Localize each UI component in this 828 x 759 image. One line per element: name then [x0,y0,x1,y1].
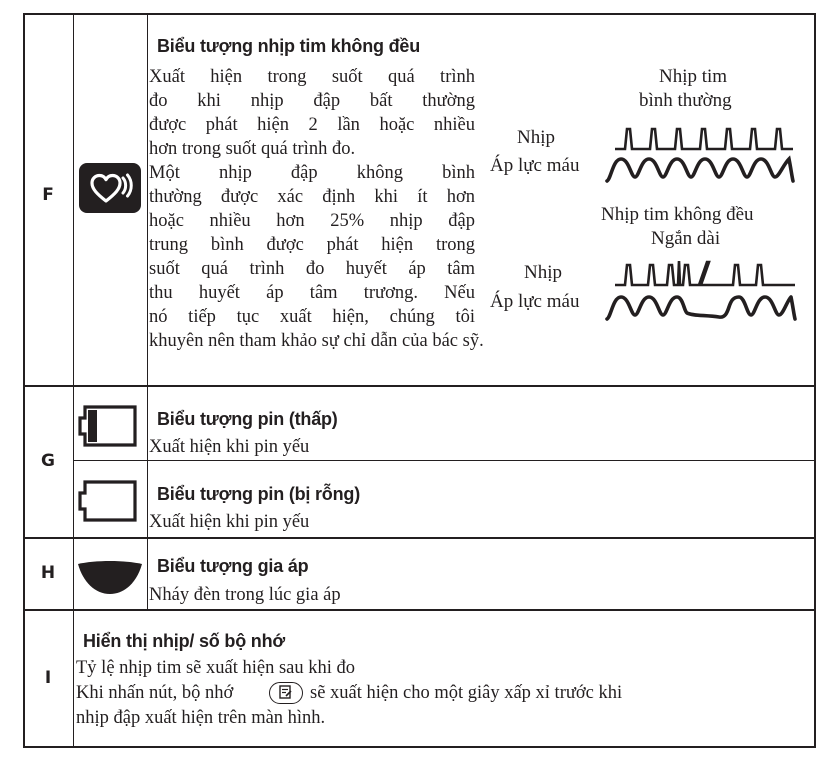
description-line: thu huyết áp tâm trương. Nếu [149,283,475,303]
column-divider-icon [147,13,148,609]
row-letter-h: H [40,563,56,583]
description-line: được phát hiện 2 lần hoặc nhiều [149,115,475,135]
normal-pressure-waveform [605,153,795,185]
battery-low-description: Xuất hiện khi pin yếu [149,437,310,457]
column-divider-letter [73,13,74,748]
inflation-description: Nháy đèn trong lúc gia áp [149,585,341,605]
battery-empty-icon [77,479,141,523]
description-line: khuyên nên tham khảo sự chỉ dẫn của bác sỹ. [149,331,484,351]
description-line: suốt quá trình đo huyết áp tâm [149,259,475,279]
description-line: thường được xác định khi ít hơn [149,187,475,207]
pulse-label: Nhịp [517,127,555,148]
row-divider-g-h [23,537,816,539]
row-letter-f: F [42,185,54,205]
pulse-memory-line: sẽ xuất hiện cho một giây xấp xỉ trước khi [310,683,623,703]
pulse-memory-line: Khi nhấn nút, bộ nhớ [76,683,234,703]
battery-empty-title: Biểu tượng pin (bị rỗng) [157,484,360,504]
description-line: trung bình được phát hiện trong [149,235,475,255]
normal-heartbeat-title: Nhịp tim [659,66,728,87]
pulse-memory-line: Tỷ lệ nhịp tim sẽ xuất hiện sau khi đo [76,658,355,678]
description-line: đo khi nhịp đập bất thường [149,91,475,111]
inflation-icon [77,558,143,598]
inflation-title: Biểu tượng gia áp [157,556,309,576]
symbol-table [23,13,816,748]
row-divider-g-sub [73,460,816,461]
battery-low-icon [77,404,141,448]
row-letter-i: I [44,668,52,688]
normal-pulse-waveform [615,125,793,153]
irregular-heartbeat-diagram-title: Nhịp tim không đều [601,204,754,225]
description-line: hơn trong suốt quá trình đo. [149,139,356,159]
blood-pressure-label: Áp lực máu [490,291,580,312]
row-letter-g: G [41,451,55,471]
pulse-memory-line: nhịp đập xuất hiện trên màn hình. [76,708,326,728]
irregular-pulse-waveform [615,259,795,289]
pulse-memory-title: Hiển thị nhịp/ số bộ nhớ [83,631,285,651]
pulse-label: Nhịp [524,262,562,283]
normal-heartbeat-subtitle: bình thường [639,90,732,111]
description-line: nó tiếp tục xuất hiện, chúng tôi [149,307,475,327]
description-line: Một nhịp đập không bình [149,163,475,183]
description-line: Xuất hiện trong suốt quá trình [149,67,475,87]
memory-button-icon [269,682,303,704]
battery-empty-description: Xuất hiện khi pin yếu [149,512,310,532]
irregular-heartbeat-title: Biểu tượng nhịp tim không đều [157,36,421,56]
irregular-heartbeat-icon [79,163,141,213]
row-divider-h-i [23,609,816,611]
irregular-heartbeat-diagram-subtitle: Ngắn dài [651,228,721,249]
irregular-pressure-waveform [605,289,799,325]
description-line: hoặc nhiều hơn 25% nhịp đập [149,211,475,231]
row-divider-f-g [23,385,816,387]
battery-low-title: Biểu tượng pin (thấp) [157,409,338,429]
blood-pressure-label: Áp lực máu [490,155,580,176]
